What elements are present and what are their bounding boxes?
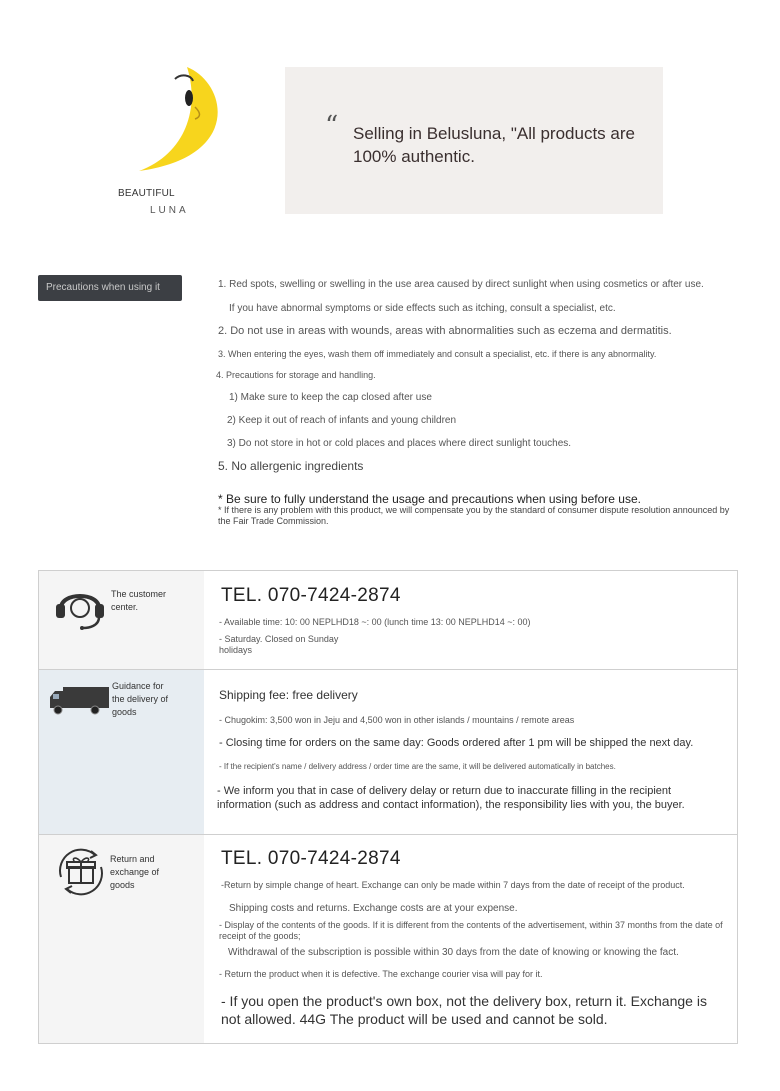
precaution-line: 5. No allergenic ingredients: [218, 459, 364, 473]
truck-icon: [49, 686, 111, 716]
precautions-note-small: * If there is any problem with this product, we will compensate you by the standard of consumer dispute resolution announced by the Fair Trade Commission.: [218, 505, 730, 526]
returns-line: Shipping costs and returns. Exchange costs are at your expense.: [229, 903, 518, 914]
service-info-table: [38, 570, 738, 1044]
returns-line: - If you open the product's own box, not the delivery box, return it. Exchange is not allowed. 44G The product will be used and cannot be sold.: [221, 993, 707, 1027]
quote-mark: “: [325, 111, 339, 141]
closed-days: - Saturday. Closed on Sunday holidays: [219, 634, 339, 655]
brand-name-top: BEAUTIFUL: [118, 188, 175, 199]
returns-heading: [39, 835, 204, 1043]
customer-center-heading: [39, 571, 204, 669]
precaution-line: 3. When entering the eyes, wash them off immediately and consult a specialist, etc. if there is any abnormality.: [218, 349, 657, 359]
customer-center-content: [219, 571, 727, 669]
returns-line: -Return by simple change of heart. Exchange can only be made within 7 days from the date of receipt of the product.: [221, 880, 685, 890]
brand-logo: [110, 60, 260, 220]
returns-tel: TEL. 070-7424-2874: [221, 848, 401, 869]
precaution-line: 2. Do not use in areas with wounds, areas with abnormalities such as eczema and dermatitis.: [218, 325, 672, 337]
precaution-line: 4. Precautions for storage and handling.: [216, 370, 376, 380]
authenticity-quote-box: [285, 67, 663, 214]
available-time: - Available time: 10: 00 NEPLHD18 ~: 00 (lunch time 13: 00 NEPLHD14 ~: 00): [219, 617, 531, 627]
precautions-label: Precautions when using it: [38, 275, 182, 301]
precaution-line: 1) Make sure to keep the cap closed after use: [229, 392, 432, 403]
precaution-line: 2) Keep it out of reach of infants and young children: [227, 415, 457, 426]
crescent-moon-logo: [135, 65, 235, 175]
precaution-line: 3) Do not store in hot or cold places and places where direct sunlight touches.: [227, 438, 572, 449]
headset-icon: [53, 584, 107, 630]
delivery-heading: [39, 670, 204, 834]
precaution-line: If you have abnormal symptoms or side effects such as itching, consult a specialist, etc.: [229, 303, 616, 314]
shipping-fee: Shipping fee: free delivery: [219, 688, 358, 702]
returns-line: - Display of the contents of the goods. If it is different from the contents of the advertisement, within 37 months from the date of receipt of the goods;: [219, 920, 723, 941]
precaution-line: 1. Red spots, swelling or swelling in the use area caused by direct sunlight when using cosmetics or after use.: [218, 279, 704, 290]
delivery-content: [219, 670, 727, 834]
returns-label: Return and exchange of goods: [110, 854, 160, 890]
delivery-line: - If the recipient's name / delivery address / order time are the same, it will be delivered automatically in batches.: [219, 762, 616, 771]
customer-center-row: [39, 571, 737, 669]
customer-center-label: The customer center.: [111, 589, 167, 612]
delivery-line: - Closing time for orders on the same day: Goods ordered after 1 pm will be shipped the next day.: [219, 737, 694, 749]
returns-line: Withdrawal of the subscription is possible within 30 days from the date of knowing or knowing the fact.: [228, 947, 679, 958]
authenticity-quote: Selling in Belusluna, "All products are 100% authentic.: [353, 124, 635, 166]
delivery-line: - Chugokim: 3,500 won in Jeju and 4,500 won in other islands / mountains / remote areas: [219, 715, 575, 725]
gift-box-icon: [55, 847, 107, 897]
returns-line: - Return the product when it is defective. The exchange courier visa will pay for it.: [219, 969, 543, 979]
returns-row: [39, 834, 737, 1043]
brand-name-bottom: LUNA: [150, 205, 189, 216]
delivery-label: Guidance for the delivery of goods: [112, 681, 169, 717]
precautions-note-main: * Be sure to fully understand the usage and precautions when using before use.: [218, 492, 641, 506]
returns-content: [219, 835, 727, 1043]
delivery-line: - We inform you that in case of delivery delay or return due to inaccurate filling in the recipient information (such as address and contact information), the responsibility lies with you, the buyer.: [217, 785, 685, 811]
customer-center-tel: TEL. 070-7424-2874: [221, 585, 401, 606]
delivery-row: [39, 669, 737, 834]
